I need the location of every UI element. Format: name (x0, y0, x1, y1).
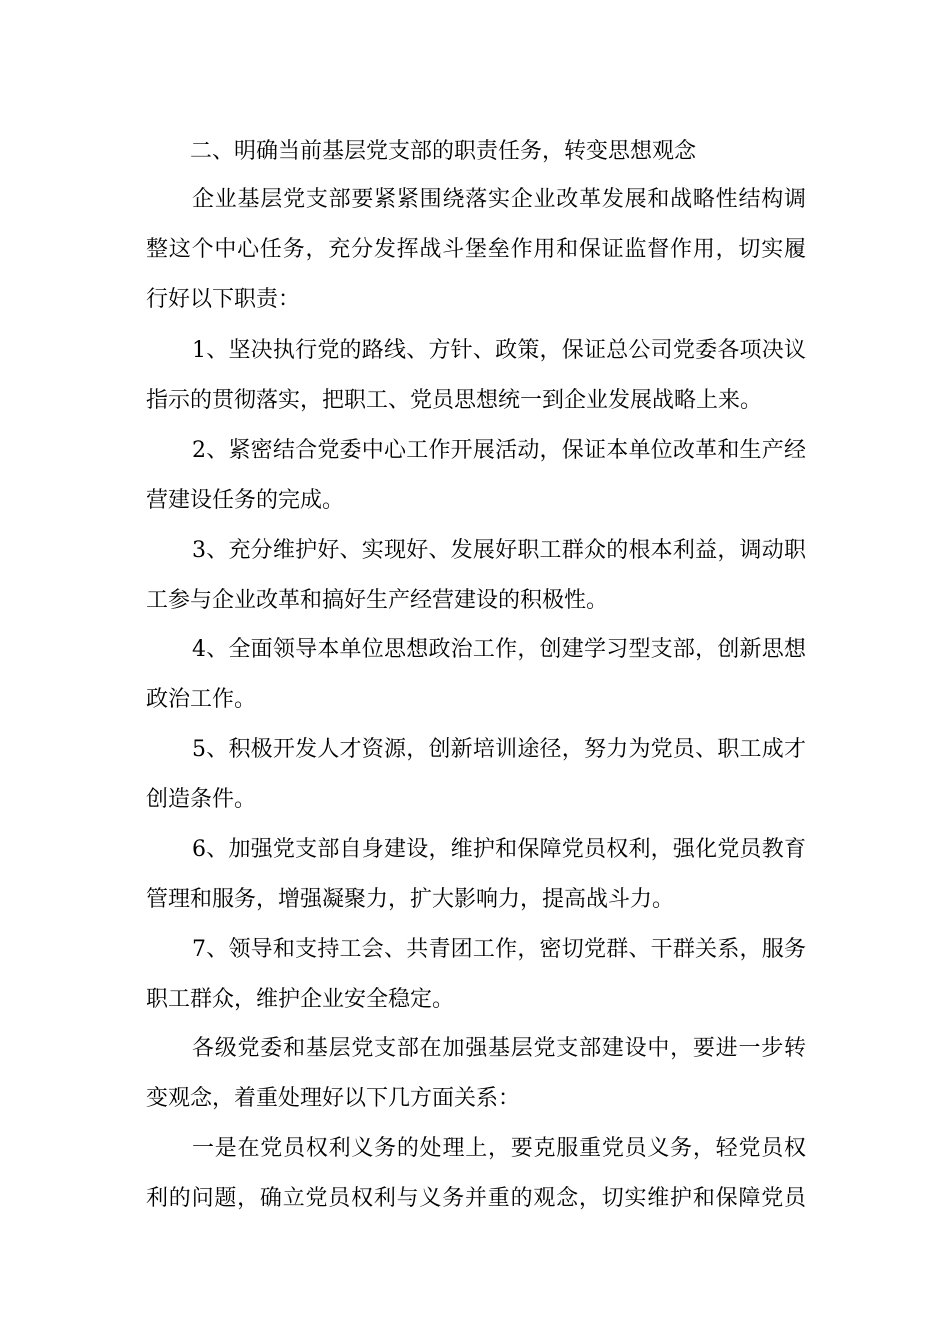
relation-1-line-2: 利的问题，确立党员权利与义务并重的观念，切实维护和保障党员 (146, 1186, 806, 1211)
duty-6-line-2: 管理和服务，增强凝聚力，扩大影响力，提高战斗力。 (146, 887, 675, 912)
relations-intro-line-2: 变观念，着重处理好以下几方面关系： (146, 1086, 521, 1111)
duty-2-line-2: 营建设任务的完成。 (146, 488, 345, 513)
duty-4-line-1: 4、全面领导本单位思想政治工作，创建学习型支部，创新思想 (192, 637, 806, 662)
duty-7-line-2: 职工群众，维护企业安全稳定。 (146, 987, 455, 1012)
duty-3-line-1: 3、充分维护好、实现好、发展好职工群众的根本利益，调动职 (192, 538, 806, 563)
duty-4-line-2: 政治工作。 (146, 687, 257, 712)
duty-3-line-2: 工参与企业改革和搞好生产经营建设的积极性。 (146, 588, 609, 613)
paragraph-1-line-2: 整这个中心任务，充分发挥战斗堡垒作用和保证监督作用，切实履 (146, 237, 806, 262)
relations-intro-line-1: 各级党委和基层党支部在加强基层党支部建设中，要进一步转 (192, 1036, 806, 1061)
paragraph-1-line-1: 企业基层党支部要紧紧围绕落实企业改革发展和战略性结构调 (192, 187, 806, 212)
duty-5-line-1: 5、积极开发人才资源，创新培训途径，努力为党员、职工成才 (192, 737, 806, 762)
duty-7-line-1: 7、领导和支持工会、共青团工作，密切党群、干群关系，服务 (192, 937, 806, 962)
duty-1-line-1: 1、坚决执行党的路线、方针、政策，保证总公司党委各项决议 (192, 338, 806, 363)
section-heading: 二、明确当前基层党支部的职责任务，转变思想观念 (190, 139, 697, 164)
duty-1-line-2: 指示的贯彻落实，把职工、党员思想统一到企业发展战略上来。 (146, 388, 763, 413)
duty-5-line-2: 创造条件。 (146, 787, 257, 812)
relation-1-line-1: 一是在党员权利义务的处理上，要克服重党员义务，轻党员权 (192, 1136, 806, 1161)
paragraph-1-line-3: 行好以下职责： (146, 287, 301, 312)
duty-6-line-1: 6、加强党支部自身建设，维护和保障党员权利，强化党员教育 (192, 837, 806, 862)
duty-2-line-1: 2、紧密结合党委中心工作开展活动，保证本单位改革和生产经 (192, 438, 806, 463)
